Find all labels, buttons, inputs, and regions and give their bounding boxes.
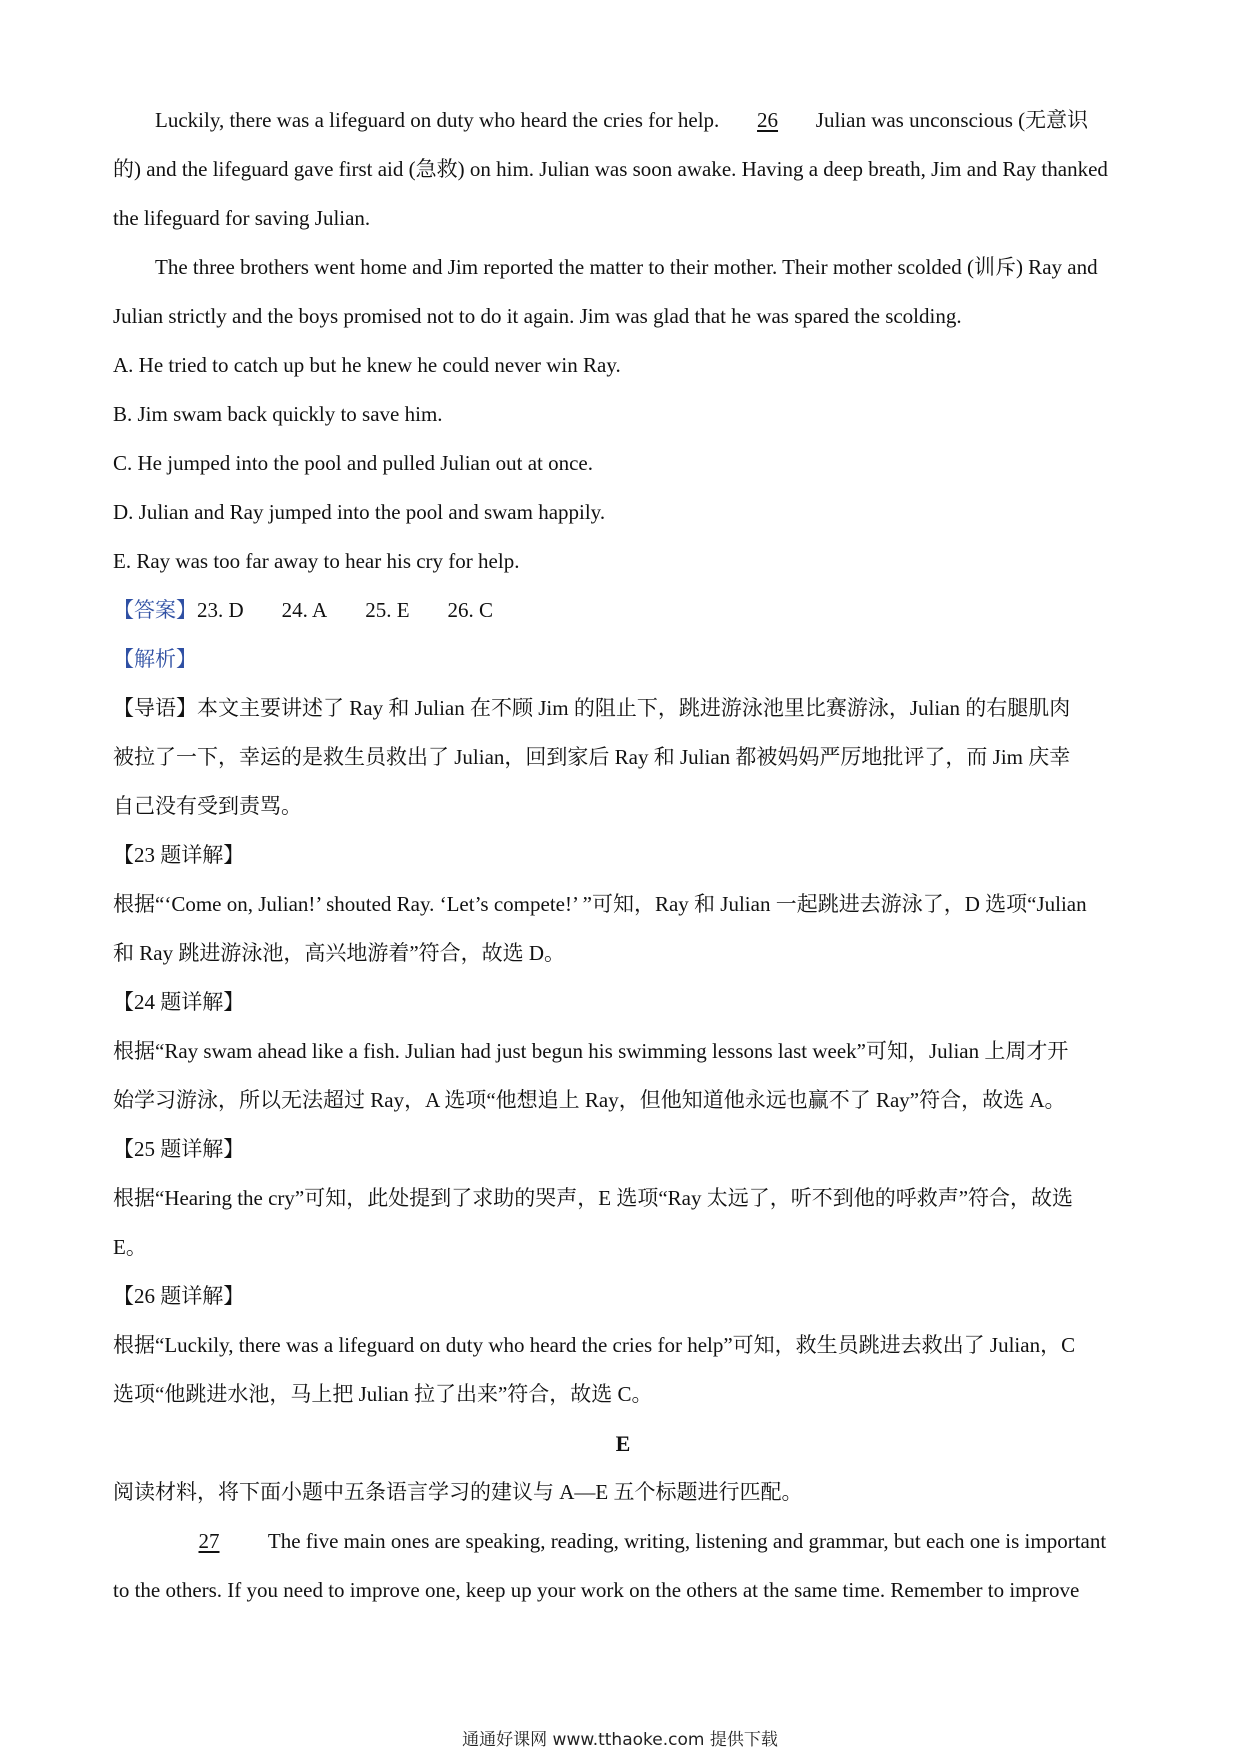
- answer-item: 24. A: [281, 598, 328, 622]
- q25-label: 【25 题详解】: [113, 1137, 245, 1161]
- answer-item: 25. E: [365, 598, 410, 622]
- passage-line: 的) and the lifeguard gave first aid (急救) on him. Julian was soon awake. Having a deep breath, Jim and Ray thanked: [113, 157, 1108, 181]
- answer-label: 【答案】: [113, 598, 197, 622]
- passage-line: Julian strictly and the boys promised not to do it again. Jim was glad that he was spared the scolding.: [113, 304, 962, 328]
- option-e: E. Ray was too far away to hear his cry for help.: [113, 549, 520, 573]
- q23-explanation: 根据“‘Come on, Julian!’ shouted Ray. ‘Let’s compete!’ ”可知，Ray 和 Julian 一起跳进去游泳了，D 选项“Julian: [113, 892, 1087, 916]
- passage-line: the lifeguard for saving Julian.: [113, 206, 371, 230]
- answer-blank-27: 27: [198, 1529, 220, 1553]
- guide-text: 本文主要讲述了 Ray 和 Julian 在不顾 Jim 的阻止下，跳进游泳池里比赛游泳，Julian 的右腿肌肉: [197, 696, 1071, 720]
- q26-explanation: 根据“Luckily, there was a lifeguard on duty who heard the cries for help”可知，救生员跳进去救出了 Julian，C: [113, 1333, 1076, 1357]
- passage-text: Julian was unconscious (无意识: [815, 108, 1089, 132]
- analysis-label: 【解析】: [113, 647, 197, 671]
- option-d: D. Julian and Ray jumped into the pool and swam happily.: [113, 500, 606, 524]
- option-c: C. He jumped into the pool and pulled Julian out at once.: [113, 451, 593, 475]
- guide-line: 被拉了一下，幸运的是救生员救出了 Julian，回到家后 Ray 和 Julian 都被妈妈严厉地批评了，而 Jim 庆幸: [113, 745, 1071, 769]
- q25-explanation: E。: [113, 1235, 147, 1259]
- guide-line: 自己没有受到责骂。: [113, 794, 302, 818]
- document-page: [113, 96, 1133, 1615]
- guide-label: 【导语】: [113, 696, 197, 720]
- passage-line: [113, 96, 1133, 145]
- q26-label: 【26 题详解】: [113, 1284, 245, 1308]
- q23-label: 【23 题详解】: [113, 843, 245, 867]
- option-a: A. He tried to catch up but he knew he could never win Ray.: [113, 353, 621, 377]
- section-e-line: [113, 1517, 1133, 1566]
- page-footer: 通通好课网 www.tthaoke.com 提供下载: [462, 1730, 778, 1750]
- answer-item: 26. C: [447, 598, 494, 622]
- q24-label: 【24 题详解】: [113, 990, 245, 1014]
- answer-item: 23. D: [197, 598, 244, 622]
- q23-explanation: 和 Ray 跳进游泳池，高兴地游着”符合，故选 D。: [113, 941, 566, 965]
- guide-line: [113, 684, 1133, 733]
- option-b: B. Jim swam back quickly to save him.: [113, 402, 443, 426]
- section-e-title: E: [615, 1431, 631, 1456]
- q24-explanation: 始学习游泳，所以无法超过 Ray，A 选项“他想追上 Ray，但他知道他永远也赢不了 Ray”符合，故选 A。: [113, 1088, 1066, 1112]
- passage-line: The three brothers went home and Jim reported the matter to their mother. Their mother scolded (训斥) Ray and: [155, 255, 1098, 279]
- answer-blank-26: 26: [757, 108, 779, 132]
- section-e-text: The five main ones are speaking, reading, writing, listening and grammar, but each one is important: [267, 1529, 1107, 1553]
- q24-explanation: 根据“Ray swam ahead like a fish. Julian had just begun his swimming lessons last week”可知，Julian 上周才开: [113, 1039, 1069, 1063]
- q26-explanation: 选项“他跳进水池，马上把 Julian 拉了出来”符合，故选 C。: [113, 1382, 653, 1406]
- q25-explanation: 根据“Hearing the cry”可知，此处提到了求助的哭声，E 选项“Ray 太远了，听不到他的呼救声”符合，故选: [113, 1186, 1074, 1210]
- section-e-line: to the others. If you need to improve one, keep up your work on the others at the same time. Remember to improve: [113, 1578, 1080, 1602]
- section-e-instruction: 阅读材料，将下面小题中五条语言学习的建议与 A—E 五个标题进行匹配。: [113, 1480, 803, 1504]
- answer-line: [113, 586, 1133, 635]
- passage-text: Luckily, there was a lifeguard on duty who heard the cries for help.: [155, 108, 720, 132]
